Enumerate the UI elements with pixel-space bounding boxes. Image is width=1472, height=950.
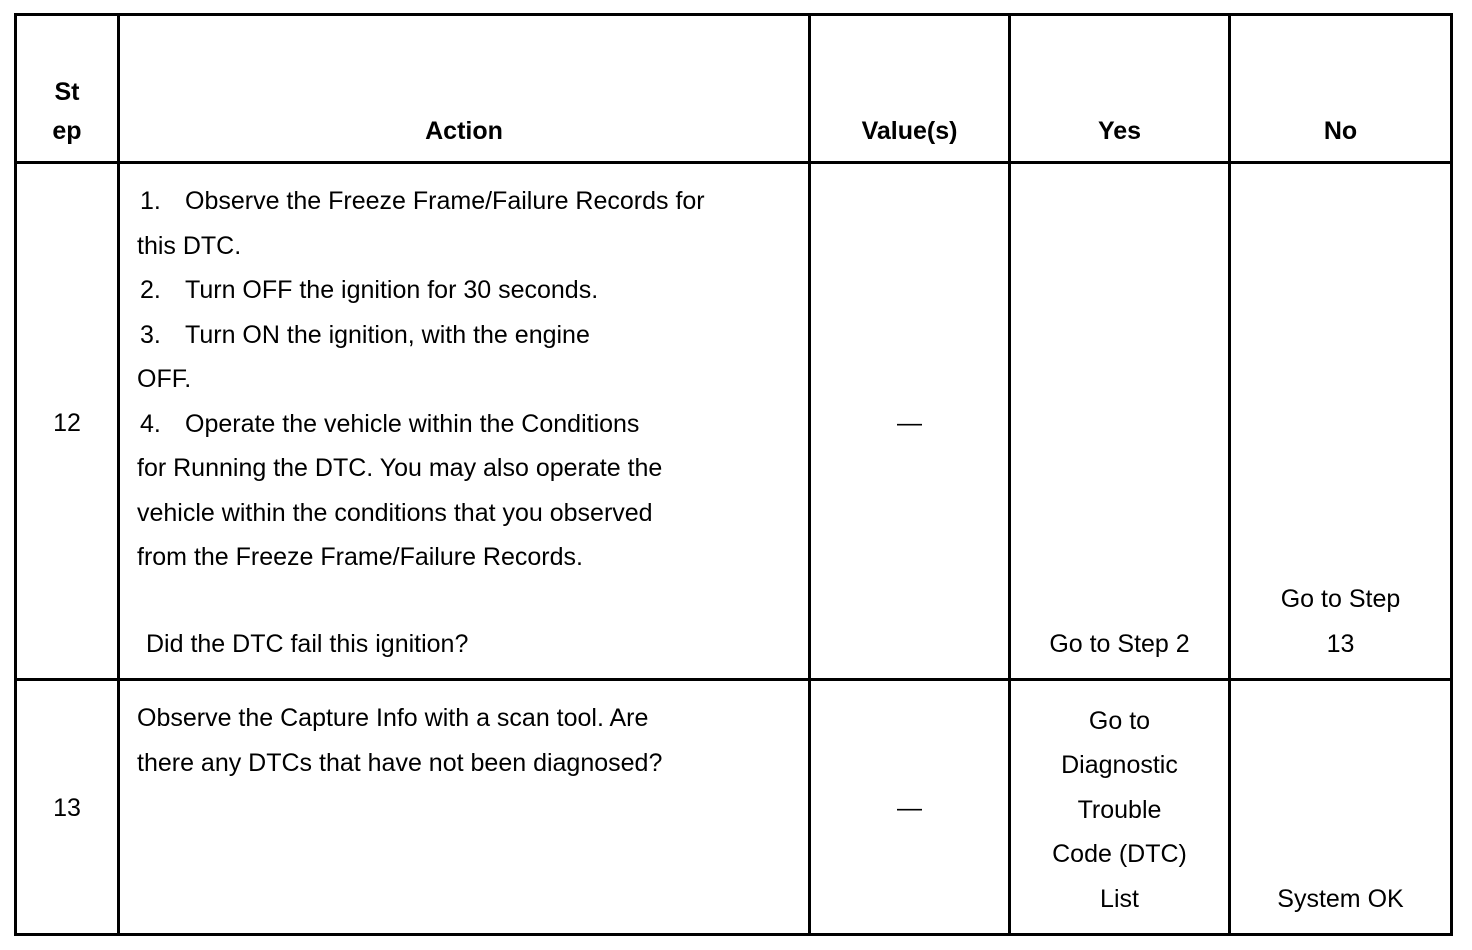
header-step [16, 15, 119, 163]
table-row [16, 163, 1452, 680]
yes-cell [1010, 163, 1230, 680]
action-line [137, 313, 808, 358]
action-cell [119, 163, 810, 680]
action-step-number: 4. [140, 409, 161, 438]
yes-cell [1010, 680, 1230, 935]
action-line-text: from the Freeze Frame/Failure Records. [137, 543, 583, 571]
yes-line: Code (DTC) [1052, 840, 1187, 868]
action-line-text: OFF. [137, 365, 192, 393]
header-no: No [1230, 15, 1452, 163]
value-cell [810, 680, 1010, 935]
header-step-line1: St [54, 78, 80, 106]
action-step-number: 3. [140, 320, 161, 349]
action-line-text: this DTC. [137, 231, 242, 260]
yes-line: Trouble [1077, 795, 1162, 824]
action-line [137, 357, 808, 402]
action-line [137, 446, 808, 491]
action-line [137, 224, 808, 269]
action-line-text: Observe the Freeze Frame/Failure Records for [185, 187, 705, 215]
action-line-text: Turn ON the ignition, with the engine [185, 320, 590, 349]
no-result [1231, 877, 1450, 922]
no-result [1231, 577, 1450, 666]
diagnostic-table [14, 13, 1453, 936]
no-cell [1230, 680, 1452, 935]
step-cell [16, 680, 119, 935]
no-line: 13 [1326, 629, 1355, 658]
yes-result [1011, 622, 1228, 667]
value-cell [810, 163, 1010, 680]
action-line-text: Turn OFF the ignition for 30 seconds. [185, 276, 599, 304]
action-step-number: 2. [140, 276, 161, 304]
no-cell [1230, 163, 1452, 680]
header-step-line2: ep [52, 117, 82, 145]
header-action: Action [119, 15, 810, 163]
action-step-number: 1. [140, 187, 161, 215]
value-dash: — [897, 794, 922, 822]
action-line [137, 535, 808, 580]
action-line [137, 179, 808, 224]
action-line-text: vehicle within the conditions that you observed [137, 498, 653, 527]
yes-line: List [1100, 884, 1139, 913]
action-cell [119, 680, 810, 935]
step-number: 13 [53, 794, 81, 822]
table-header-row [16, 15, 1452, 163]
action-line-text: Operate the vehicle within the Conditions [185, 409, 640, 438]
action-line-text: Observe the Capture Info with a scan tool. Are [137, 704, 649, 732]
yes-line: Diagnostic [1061, 751, 1178, 779]
action-line [137, 402, 808, 447]
yes-line: Go to [1088, 706, 1151, 735]
action-line [137, 741, 808, 786]
step-number: 12 [53, 409, 81, 437]
yes-result [1011, 699, 1228, 922]
diagnostic-table-container [14, 13, 1450, 933]
action-line [137, 696, 808, 741]
no-line: Go to Step [1280, 585, 1401, 613]
action-question: Did the DTC fail this ignition? [146, 629, 469, 658]
no-line: System OK [1277, 884, 1404, 913]
value-dash: — [897, 409, 922, 437]
action-list [120, 681, 808, 785]
action-line-text: there any DTCs that have not been diagnosed? [137, 748, 663, 777]
action-list [120, 164, 808, 580]
action-line [137, 268, 808, 313]
header-yes: Yes [1010, 15, 1230, 163]
yes-line: Go to Step 2 [1049, 629, 1190, 658]
step-cell [16, 163, 119, 680]
table-row [16, 680, 1452, 935]
action-line [137, 491, 808, 536]
action-line-text: for Running the DTC. You may also operate the [137, 454, 663, 482]
header-values: Value(s) [810, 15, 1010, 163]
